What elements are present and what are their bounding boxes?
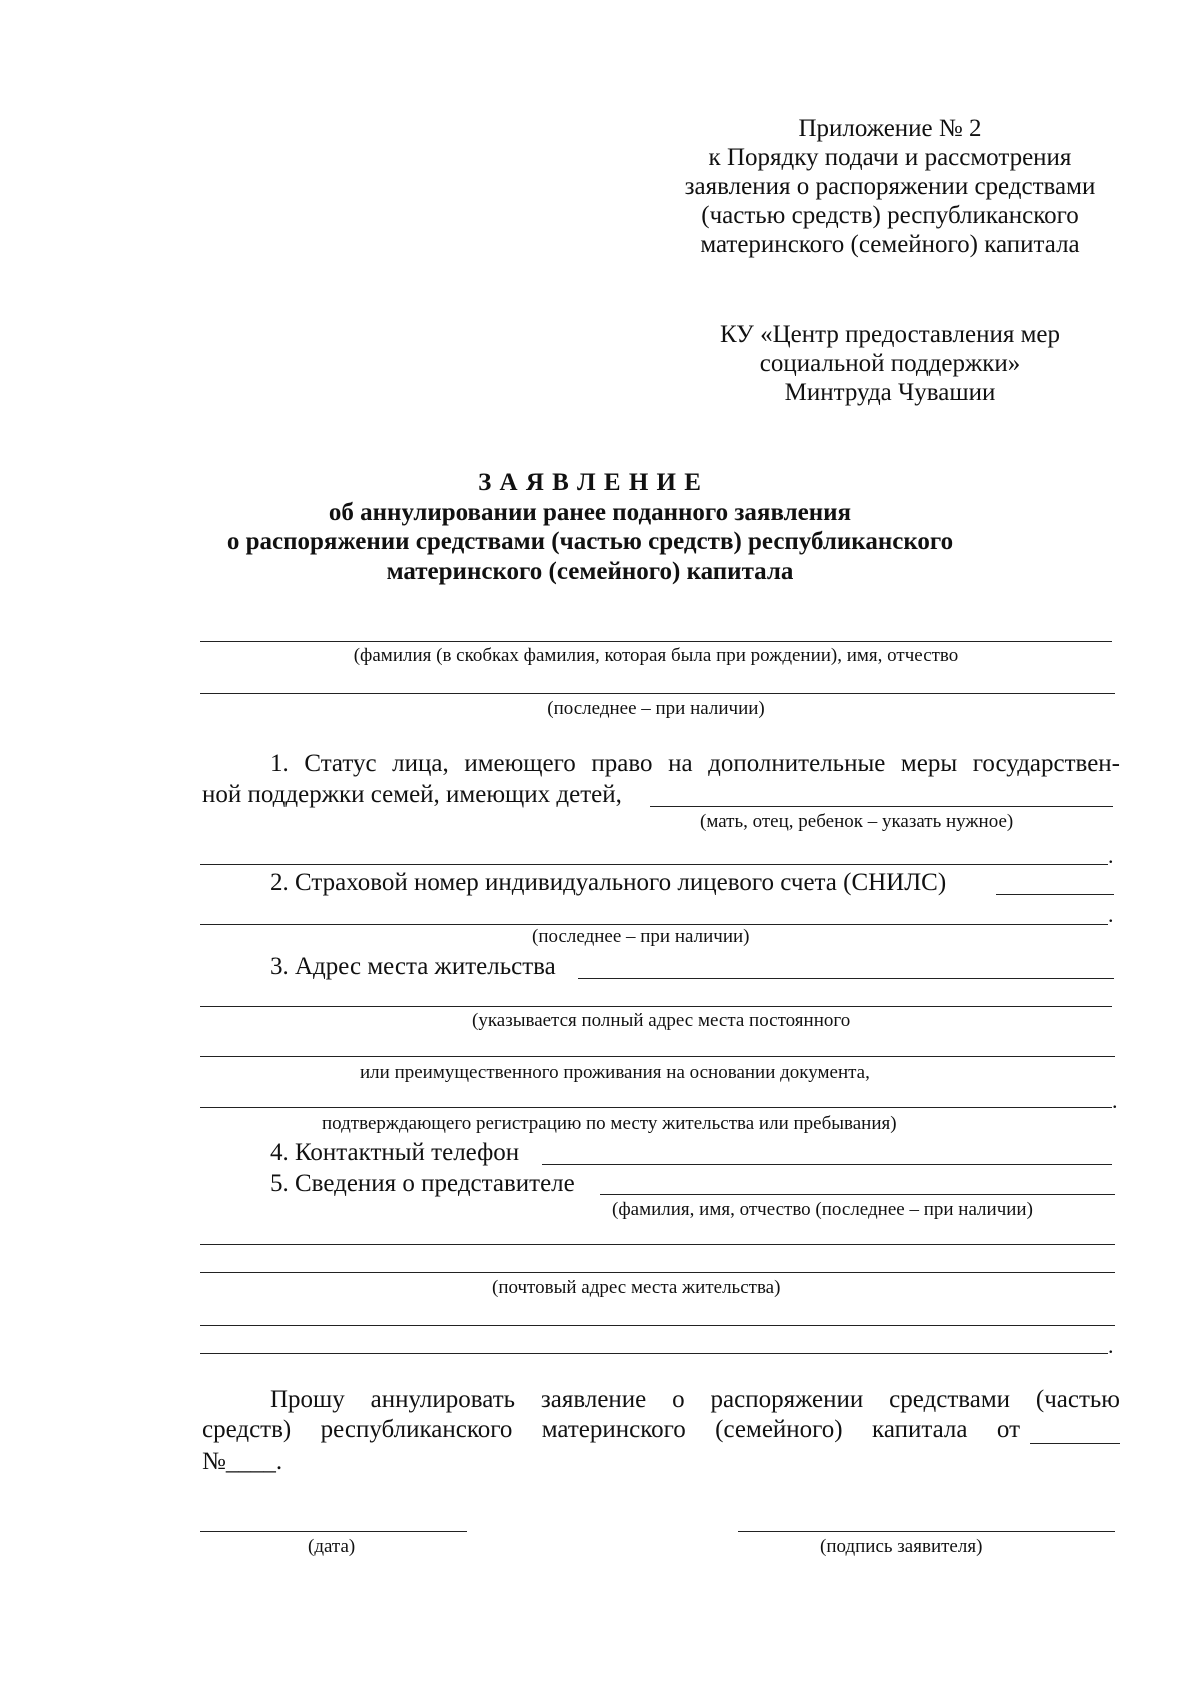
- request-line3: №____.: [202, 1448, 283, 1475]
- title-line: о распоряжении средствами (частью средств) республиканского: [226, 528, 954, 555]
- item3-caption-2: или преимущественного проживания на основании документа,: [360, 1062, 870, 1083]
- item4-label: 4. Контактный телефон: [270, 1139, 520, 1166]
- appendix-block: [660, 114, 1120, 259]
- representative-address-line3[interactable]: [200, 1353, 1108, 1354]
- signature-caption: (подпись заявителя): [820, 1536, 983, 1557]
- title-line: об аннулировании ранее поданного заявления: [328, 498, 852, 526]
- applicant-name-caption-2: (последнее – при наличии): [547, 698, 765, 719]
- applicant-name-line-1[interactable]: [200, 641, 1112, 642]
- request-line1: Прошу аннулировать заявление о распоряжении средствами (частью: [270, 1386, 1120, 1413]
- date-caption: (дата): [308, 1536, 356, 1557]
- appendix-line: материнского (семейного) капитала: [700, 231, 1080, 258]
- snils-field[interactable]: [996, 894, 1114, 895]
- appendix-line: заявления о распоряжении средствами: [684, 173, 1096, 200]
- phone-field[interactable]: [542, 1164, 1112, 1165]
- appendix-line: Приложение № 2: [798, 115, 982, 142]
- representative-address-line1[interactable]: [200, 1272, 1115, 1273]
- item3-period: .: [1112, 1088, 1118, 1113]
- representative-field[interactable]: [600, 1194, 1115, 1195]
- representative-address-line2[interactable]: [200, 1325, 1115, 1326]
- representative-field-line2[interactable]: [200, 1244, 1115, 1245]
- item3-caption-1: (указывается полный адрес места постоянного: [472, 1010, 851, 1031]
- addressee-line: социальной поддержки»: [759, 350, 1021, 377]
- item2-period: .: [1108, 902, 1114, 927]
- address-field-line3[interactable]: [200, 1056, 1115, 1057]
- item5-caption-2: (почтовый адрес места жительства): [492, 1277, 781, 1298]
- signature-field[interactable]: [738, 1531, 1115, 1532]
- item3-label: 3. Адрес места жительства: [270, 953, 556, 980]
- item5-label: 5. Сведения о представителе: [270, 1170, 575, 1197]
- addressee-line: Минтруда Чувашии: [784, 379, 996, 406]
- title-line: материнского (семейного) капитала: [386, 557, 794, 585]
- item1-status-field[interactable]: [650, 806, 1113, 807]
- item1-caption: (мать, отец, ребенок – указать нужное): [700, 811, 1014, 832]
- applicant-name-line-2[interactable]: [200, 693, 1115, 694]
- item1-text-line1: 1. Статус лица, имеющего право на дополнительные меры государствен-: [270, 750, 1120, 777]
- item1-period: .: [1108, 843, 1114, 868]
- item5-period: .: [1108, 1333, 1114, 1358]
- document-title: [150, 468, 1030, 586]
- snils-field-line2[interactable]: [200, 924, 1108, 925]
- address-field-line4[interactable]: [200, 1107, 1112, 1108]
- item1-status-field-line2[interactable]: [200, 864, 1108, 865]
- title-heading: З А Я В Л Е Н И Е: [478, 469, 702, 496]
- request-line2: средств) республиканского материнского (семейного) капитала от: [202, 1416, 1020, 1443]
- item2-label: 2. Страховой номер индивидуального лицевого счета (СНИЛС): [270, 869, 947, 896]
- item1-text-line2: ной поддержки семей, имеющих детей,: [202, 781, 622, 808]
- addressee-block: [680, 320, 1100, 407]
- date-field[interactable]: [200, 1531, 467, 1532]
- applicant-name-caption-1: (фамилия (в скобках фамилия, которая была при рождении), имя, отчество: [353, 645, 959, 666]
- address-field[interactable]: [578, 978, 1114, 979]
- item2-caption: (последнее – при наличии): [532, 926, 750, 947]
- appendix-line: к Порядку подачи и рассмотрения: [708, 144, 1072, 171]
- request-date-field[interactable]: [1030, 1443, 1120, 1444]
- appendix-line: (частью средств) республиканского: [701, 202, 1079, 229]
- address-field-line2[interactable]: [200, 1006, 1112, 1007]
- addressee-line: КУ «Центр предоставления мер: [719, 321, 1060, 348]
- item5-caption-1: (фамилия, имя, отчество (последнее – при наличии): [612, 1199, 1033, 1220]
- item3-caption-3: подтверждающего регистрацию по месту жительства или пребывания): [322, 1113, 897, 1134]
